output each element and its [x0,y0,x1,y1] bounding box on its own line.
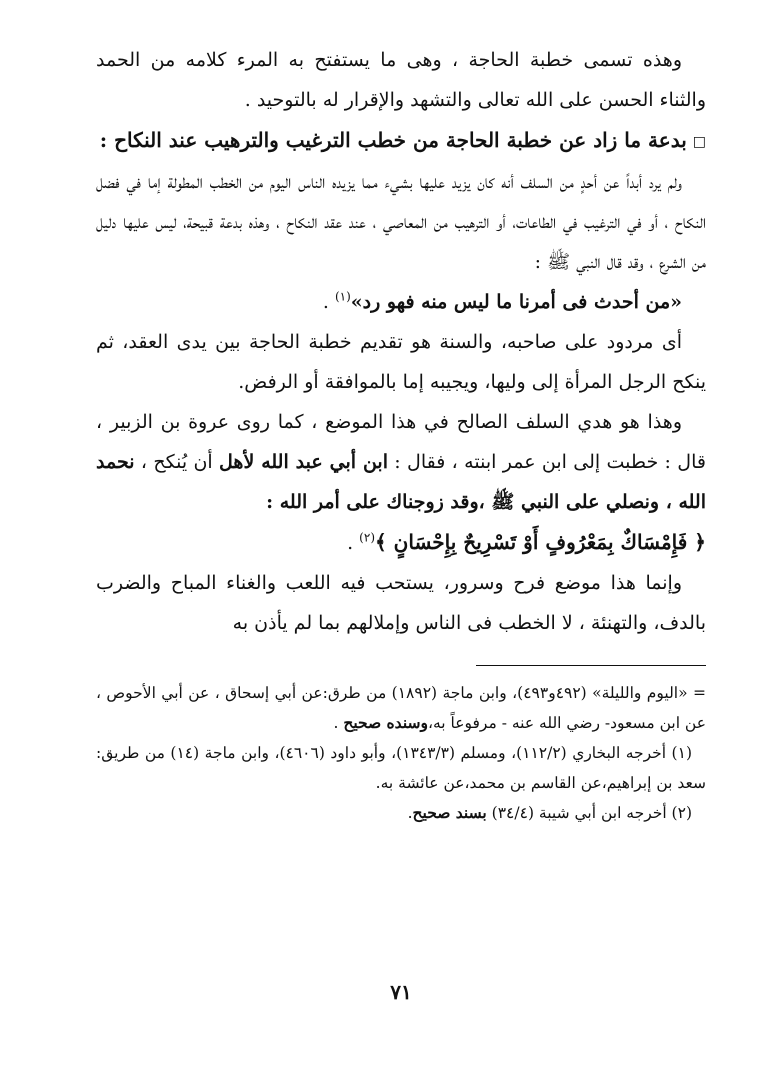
paragraph-3: أى مردود على صاحبه، والسنة هو تقديم خطبة الحاجة بين يدى العقد، ثم ينكح الرجل المرأة إلى وليها، ويجيبه إما بالموافقة أو الرفض. [96,330,706,393]
paragraph-4-start: وهذا هو هدي السلف الصالح في هذا الموضع ، كما روى عروة بن الزبير ، قال : خطبت إلى ابن عمر ابنته ، فقال : [96,410,706,473]
paragraph-2: ولم يرد أبداً عن أحدٍ من السلف أنه كان يزيد عليها بشيء مما يزيده الناس اليوم من الخطب المطولة إما في فضل النكاح ، أو في الترغيب في الطاعات، أو الترهيب من المعاصي ، عند عقد النكاح ، وهذه بدعة قبيحة، ليس عليها دليل من الشرع ، وقد قال النبي ﷺ : [96,170,706,273]
paragraph-4-bold-1: ابن أبي عبد الله لأهل [219,450,388,473]
page-number: ٧١ [390,980,412,1004]
footnote-separator [96,643,706,678]
footnote-ref-1: (١) [334,289,351,304]
quran-end: . [347,531,360,554]
footnote-2-text: (٢) أخرجه ابن أبي شيبة (٣٤/٤) [486,803,692,822]
square-bullet-icon: □ [692,133,706,150]
paragraph-1: وهذه تسمى خطبة الحاجة ، وهى ما يستفتح به المرء كلامه من الحمد والثناء الحسن على الله تعالى والتشهد والإقرار له بالتوحيد . [96,49,706,111]
hadith-line [96,282,706,322]
hadith-quote: «من أحدث فى أمرنا ما ليس منه فهو رد» [350,290,682,313]
footnote-2 [96,798,706,828]
footnotes [96,678,706,828]
footnote-continuation-text: = «اليوم والليلة» (٤٩٢و٤٩٣)، وابن ماجة (١٨٩٢) من طرق:عن أبي إسحاق ، عن أبي الأحوص ، عن ابن مسعود- رضي الله عنه - مرفوعاً به، [96,683,706,732]
footnote-ref-2: (٢) [359,530,375,545]
footnote-2-bold: بسند صحيح [412,802,487,822]
quran-verse: ﴿ فَإِمْسَاكٌ بِمَعْرُوفٍ أَوْ تَسْرِيحٌ بِإِحْسَانٍ ﴾ [375,529,706,554]
hadith-end: . [322,290,335,313]
footnote-rule [476,665,706,666]
section-heading [96,120,706,162]
main-text [96,40,706,643]
footnote-continuation [96,678,706,738]
paragraph-5: وإنما هذا موضع فرح وسرور، يستحب فيه اللعب والغناء المباح والضرب بالدف، والتهنئة ، لا الخطب فى الناس وإملالهم بما لم يأذن به [96,571,706,634]
quran-line [96,522,706,563]
paragraph-4-bold-2: نحمد الله ، ونصلي على النبي ﷺ ،وقد زوجناك على أمر الله : [96,450,706,513]
footnote-2-end: . [407,803,413,822]
footnote-continuation-end: . [333,713,344,732]
section-heading-text: بدعة ما زاد عن خطبة الحاجة من خطب الترغيب والترهيب عند النكاح : [99,128,687,152]
paragraph-4-mid: أن يُنكح ، [134,450,220,473]
book-page [96,40,706,1070]
footnote-continuation-bold: وسنده صحيح [343,712,428,732]
paragraph-4 [96,402,706,522]
footnote-1: (١) أخرجه البخاري (١١٢/٢)، ومسلم (١٣٤٣/٣)، وأبو داود (٤٦٠٦)، وابن ماجة (١٤) من طريق: سعد بن إبراهيم،عن القاسم بن محمد،عن عائشة به. [96,743,706,792]
